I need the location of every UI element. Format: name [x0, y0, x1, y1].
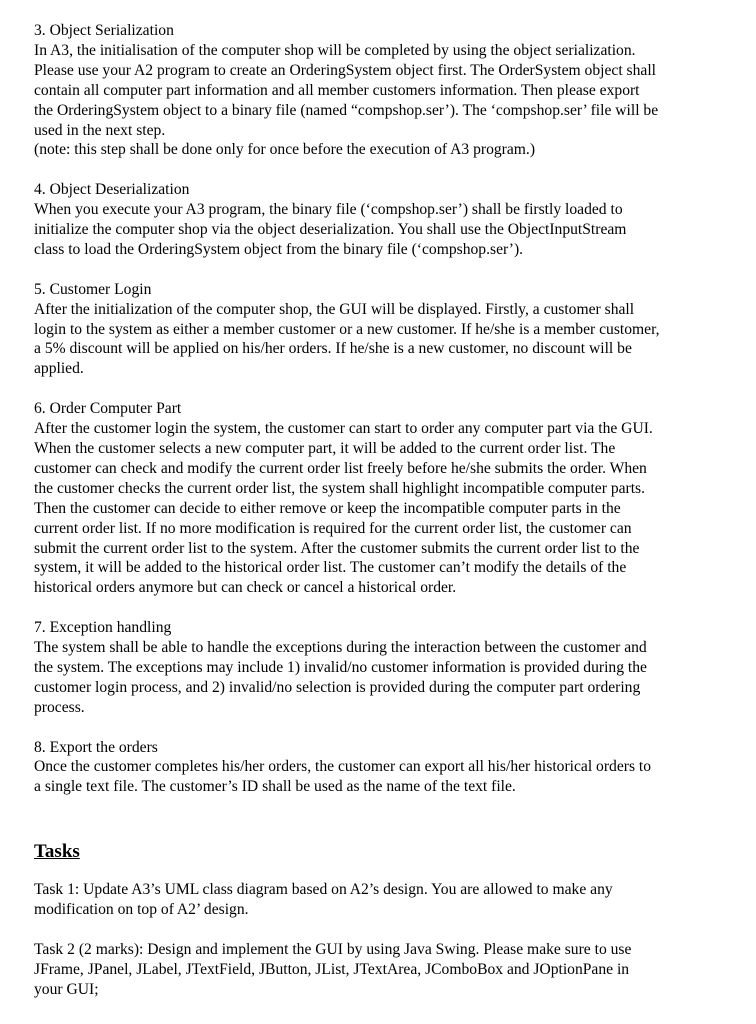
paragraph-line: When you execute your A3 program, the binary file (‘compshop.ser’) shall be firstly loaded to: [34, 201, 623, 219]
task-item: [34, 880, 738, 920]
paragraph-line: submit the current order list to the system. After the customer submits the current order list to the: [34, 539, 640, 557]
task-line: JFrame, JPanel, JLabel, JTextField, JButton, JList, JTextArea, JComboBox and JOptionPane in: [34, 960, 630, 978]
section-customer-login: [34, 280, 738, 380]
paragraph-line: used in the next step.: [34, 121, 166, 139]
paragraph-line: In A3, the initialisation of the computer shop will be completed by using the object serialization.: [34, 41, 636, 59]
document-page: [34, 21, 738, 1000]
section-heading: 8. Export the orders: [34, 738, 158, 756]
paragraph-line: system, it will be added to the historical order list. The customer can’t modify the details of the: [34, 559, 627, 577]
paragraph-line: initialize the computer shop via the object deserialization. You shall use the ObjectInputStream: [34, 221, 627, 239]
paragraph-line: class to load the OrderingSystem object from the binary file (‘compshop.ser’).: [34, 240, 524, 258]
section-object-deserialization: [34, 180, 738, 260]
paragraph-line: (note: this step shall be done only for once before the execution of A3 program.): [34, 141, 536, 159]
section-heading: 5. Customer Login: [34, 280, 152, 298]
section-export-orders: [34, 738, 738, 798]
paragraph-line: a 5% discount will be applied on his/her orders. If he/she is a new customer, no discount will be: [34, 340, 632, 358]
paragraph-line: customer login process, and 2) invalid/no selection is provided during the computer part ordering: [34, 678, 641, 696]
paragraph-line: After the initialization of the computer shop, the GUI will be displayed. Firstly, a customer shall: [34, 300, 635, 318]
paragraph-line: contain all computer part information and all member customers information. Then please export: [34, 81, 640, 99]
section-heading: 4. Object Deserialization: [34, 181, 190, 199]
task-line: modification on top of A2’ design.: [34, 901, 249, 919]
paragraph-line: The system shall be able to handle the exceptions during the interaction between the customer and: [34, 639, 647, 657]
paragraph-line: Then the customer can decide to either remove or keep the incompatible computer parts in the: [34, 499, 621, 517]
task-line: Task 1: Update A3’s UML class diagram based on A2’s design. You are allowed to make any: [34, 881, 613, 899]
tasks-heading: Tasks: [34, 841, 80, 863]
task-line: Task 2 (2 marks): Design and implement the GUI by using Java Swing. Please make sure to use: [34, 940, 632, 958]
section-order-computer-part: [34, 399, 738, 598]
task-item: [34, 940, 738, 1000]
paragraph-line: current order list. If no more modification is required for the current order list, the customer can: [34, 519, 632, 537]
paragraph-line: Please use your A2 program to create an OrderingSystem object first. The OrderSystem object shall: [34, 61, 656, 79]
paragraph-line: the OrderingSystem object to a binary file (named “compshop.ser’). The ‘compshop.ser’ file will be: [34, 101, 659, 119]
task-line: your GUI;: [34, 980, 99, 998]
paragraph-line: a single text file. The customer’s ID shall be used as the name of the text file.: [34, 778, 516, 796]
paragraph-line: historical orders anymore but can check or cancel a historical order.: [34, 579, 457, 597]
paragraph-line: the customer checks the current order list, the system shall highlight incompatible computer parts.: [34, 479, 646, 497]
tasks-section: [34, 840, 738, 999]
paragraph-line: login to the system as either a member customer or a new customer. If he/she is a member customer,: [34, 320, 660, 338]
section-heading: 3. Object Serialization: [34, 22, 174, 39]
section-exception-handling: [34, 618, 738, 718]
paragraph-line: Once the customer completes his/her orders, the customer can export all his/her historical orders to: [34, 758, 652, 776]
section-object-serialization: [34, 21, 738, 160]
paragraph-line: After the customer login the system, the customer can start to order any computer part via the GUI.: [34, 420, 653, 438]
section-heading: 7. Exception handling: [34, 619, 172, 637]
section-heading: 6. Order Computer Part: [34, 400, 182, 418]
paragraph-line: applied.: [34, 360, 84, 378]
paragraph-line: When the customer selects a new computer part, it will be added to the current order list. The: [34, 439, 616, 457]
paragraph-line: the system. The exceptions may include 1) invalid/no customer information is provided during the: [34, 658, 647, 676]
paragraph-line: process.: [34, 698, 85, 716]
paragraph-line: customer can check and modify the current order list freely before he/she submits the order. When: [34, 459, 647, 477]
